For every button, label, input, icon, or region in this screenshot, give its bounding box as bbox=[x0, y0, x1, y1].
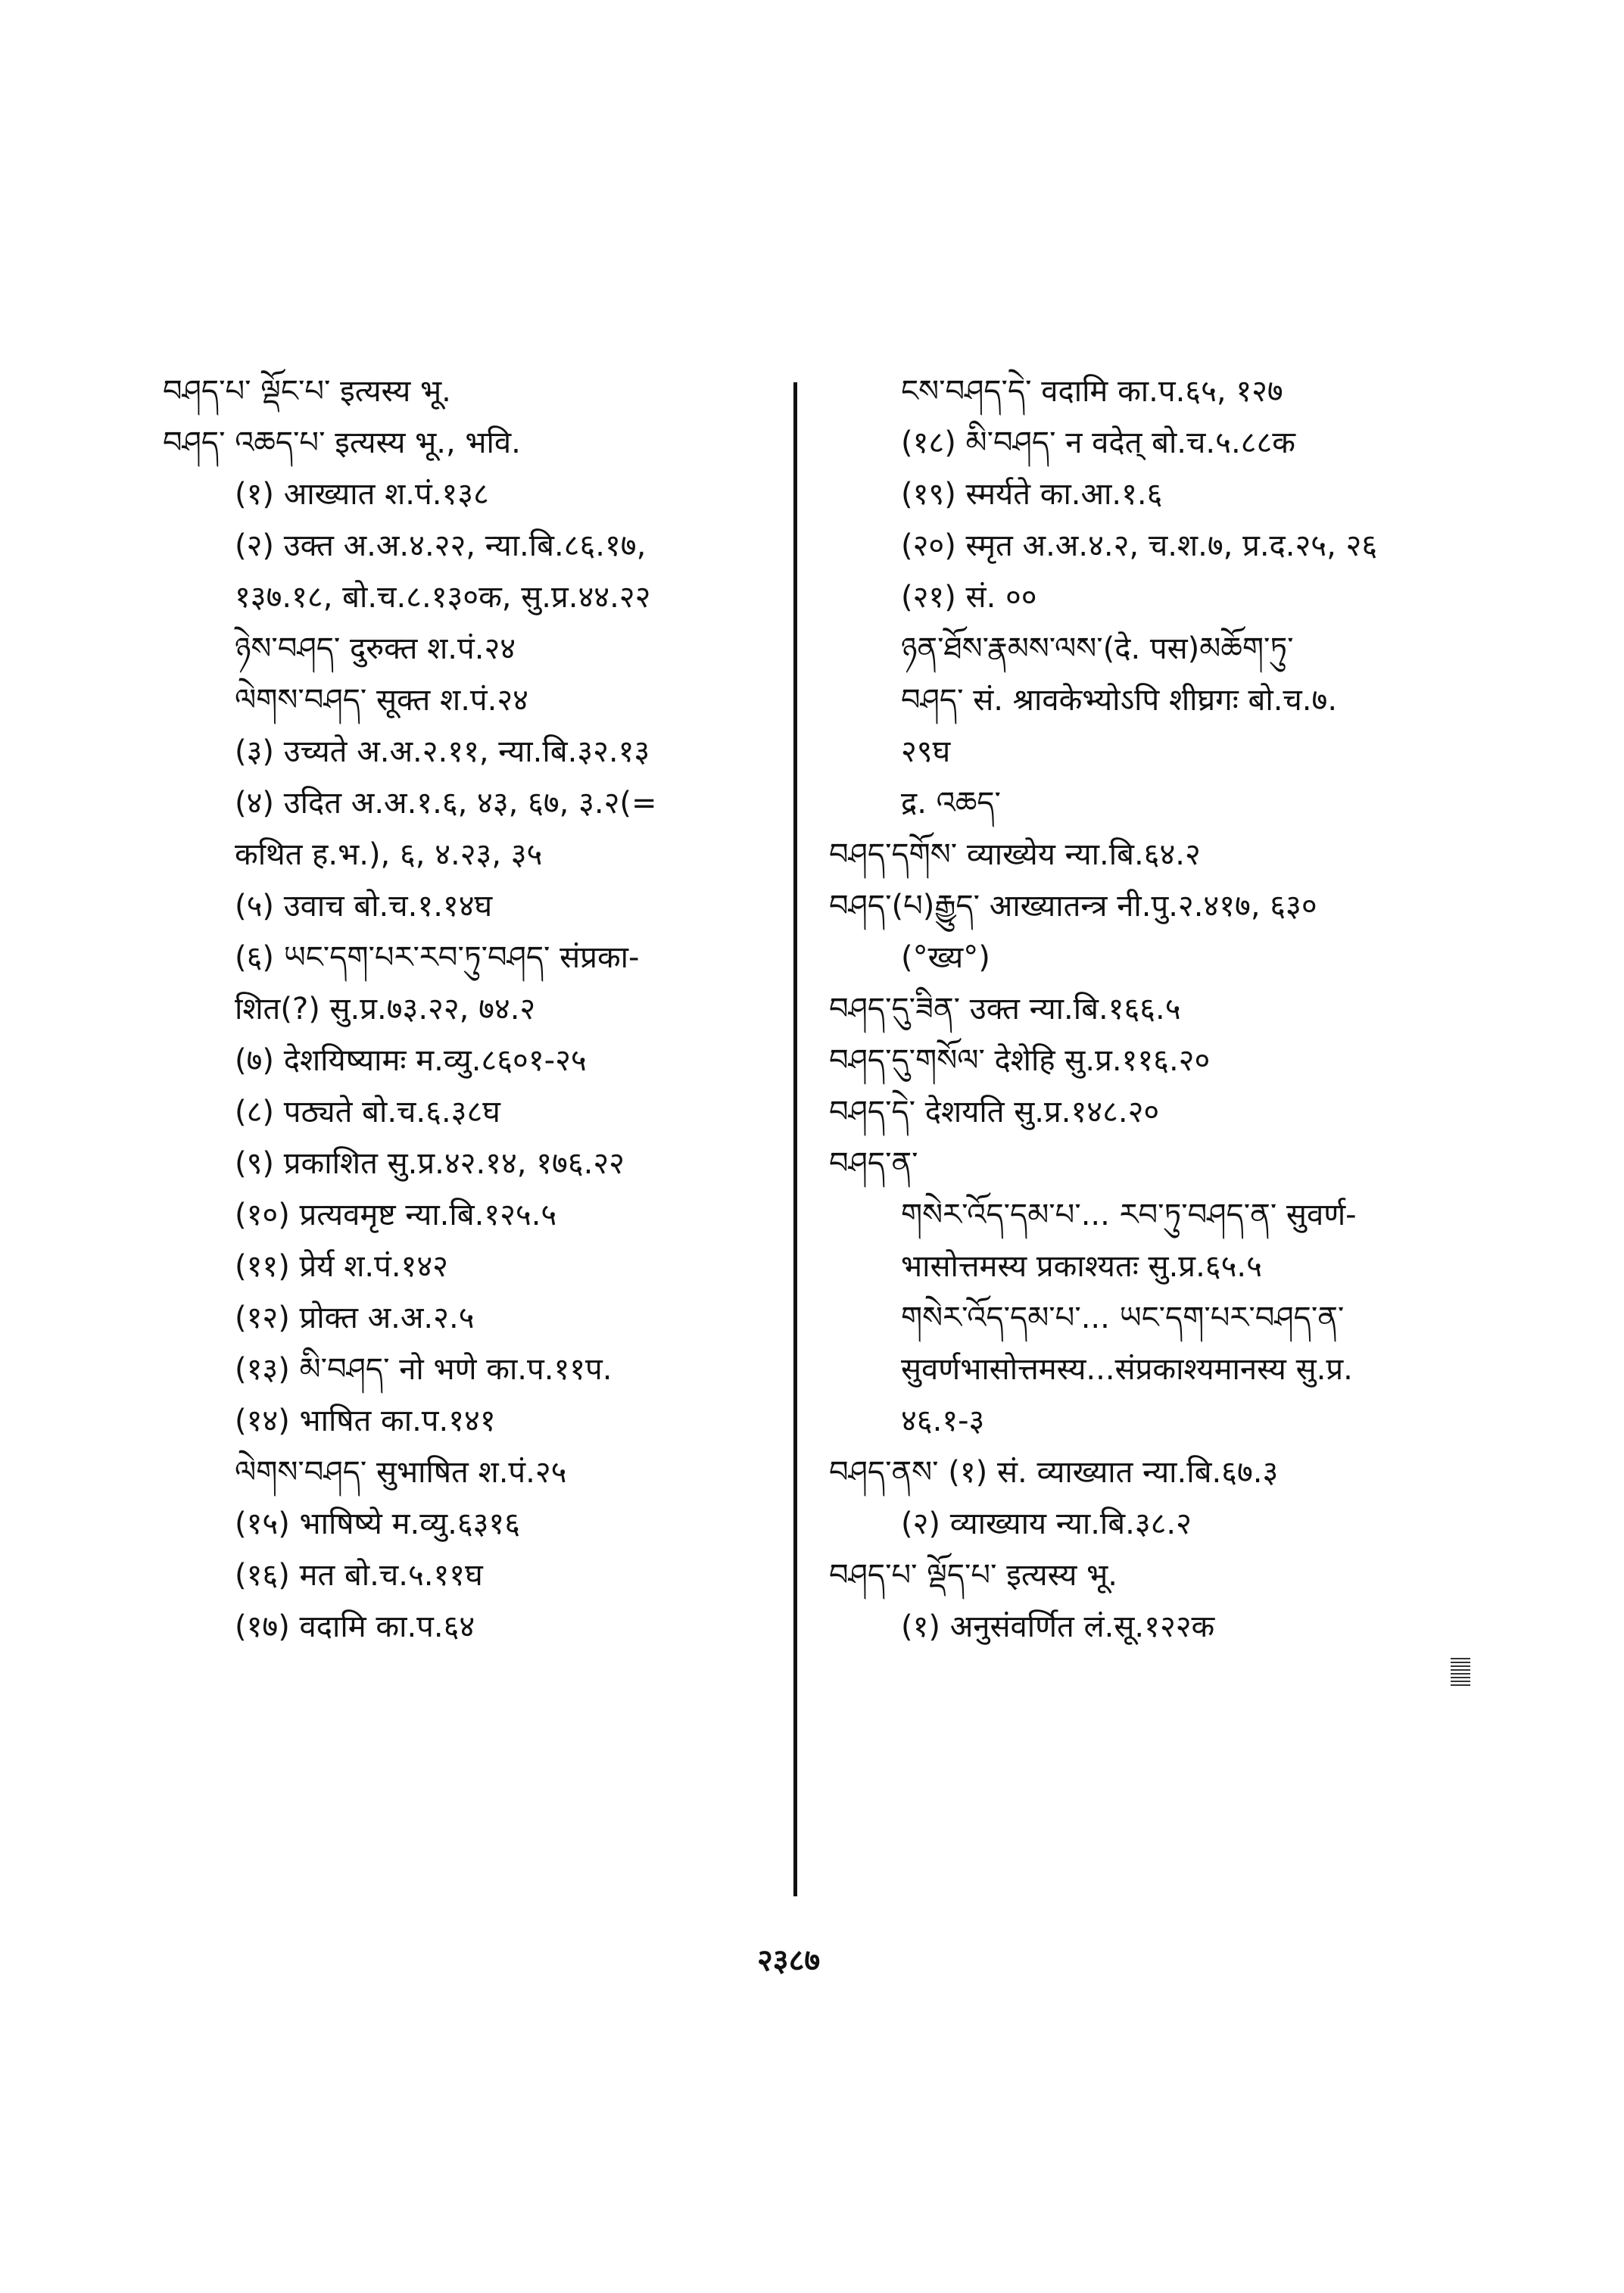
right-column bbox=[829, 371, 1495, 1658]
dictionary-line: བཤད་ནས་ (१) सं. व्याख्यात न्या.बि.६७.३ bbox=[829, 1455, 1279, 1490]
dictionary-line: (२) व्याख्याय न्या.बि.३८.२ bbox=[901, 1506, 1192, 1541]
dictionary-line: कथित ह.भ.), ६, ४.२३, ३५ bbox=[235, 837, 543, 872]
dictionary-line: (७) देशयिष्यामः म.व्यु.८६०१-२५ bbox=[235, 1043, 587, 1078]
dictionary-line: བཤད་ सं. श्रावकेभ्योऽपि शीघ्रगः बो.च.७. bbox=[901, 683, 1338, 718]
dictionary-line: (८) पठ्यते बो.च.६.३८घ bbox=[235, 1095, 500, 1129]
dictionary-line: (१८) མི་བཤད་ न वदेत् बो.च.५.८८क bbox=[901, 425, 1295, 460]
dictionary-line: བཤད་དུ་ཟིན་ उक्त न्या.बि.१६६.५ bbox=[829, 992, 1181, 1027]
dictionary-line: ལེགས་བཤད་ सूक्त श.पं.२४ bbox=[235, 683, 528, 718]
dictionary-line: བཤད་དགོས་ व्याख्येय न्या.बि.६४.२ bbox=[829, 837, 1201, 872]
dictionary-line: (४) उदित अ.अ.१.६, ४३, ६७, ३.२(= bbox=[235, 786, 657, 821]
dictionary-line: द्र. འཆད་ bbox=[901, 786, 1001, 821]
scan-edge-marks bbox=[1451, 1658, 1470, 1688]
dictionary-line: བཤད་(པ)རྒྱུད་ आख्यातन्त्र नी.पु.२.४१७, ६३० bbox=[829, 889, 1317, 924]
dictionary-line: (°ख्य°) bbox=[901, 940, 990, 975]
dictionary-line: (६) ཡང་དག་པར་རབ་ཏུ་བཤད་ संप्रका- bbox=[235, 940, 640, 975]
dictionary-line: सुवर्णभासोत्तमस्य...संप्रकाश्यमानस्य सु.प्र. bbox=[901, 1352, 1353, 1387]
dictionary-line: शित(?) सु.प्र.७३.२२, ७४.२ bbox=[235, 992, 536, 1027]
dictionary-line: བཤད་པ་ ལྡོང་པ་ इत्यस्य भू. bbox=[163, 374, 451, 409]
dictionary-line: བཤད་ན་ bbox=[829, 1146, 918, 1181]
dictionary-line: ཉེས་བཤད་ दुरुक्त श.पं.२४ bbox=[235, 631, 516, 666]
column-divider bbox=[793, 382, 797, 1896]
dictionary-line: (३) उच्यते अ.अ.२.११, न्या.बि.३२.१३ bbox=[235, 734, 650, 769]
dictionary-line: བཤད་དེ་ देशयति सु.प्र.१४८.२० bbox=[829, 1095, 1160, 1129]
dictionary-line: གསེར་འོད་དམ་པ་... ཡང་དག་པར་བཤད་ན་ bbox=[901, 1301, 1345, 1335]
dictionary-line: (१७) वदामि का.प.६४ bbox=[235, 1609, 475, 1644]
dictionary-line: (२०) स्मृत अ.अ.४.२, च.श.७, प्र.द.२५, २६ bbox=[901, 528, 1378, 563]
dictionary-line: བཤད་དུ་གསོལ་ देशेहि सु.प्र.११६.२० bbox=[829, 1043, 1211, 1078]
dictionary-line: ངས་བཤད་དེ་ वदामि का.प.६५, १२७ bbox=[901, 374, 1283, 409]
dictionary-line: ४६.१-३ bbox=[901, 1404, 985, 1438]
dictionary-line: भासोत्तमस्य प्रकाश्यतः सु.प्र.६५.५ bbox=[901, 1249, 1262, 1284]
dictionary-line: (२) उक्त अ.अ.४.२२, न्या.बि.८६.१७, bbox=[235, 528, 647, 563]
dictionary-line: (९) प्रकाशित सु.प्र.४२.१४, १७६.२२ bbox=[235, 1146, 625, 1181]
dictionary-line: (१५) भाषिष्ये म.व्यु.६३१६ bbox=[235, 1506, 521, 1541]
dictionary-line: (१) आख्यात श.पं.१३८ bbox=[235, 477, 489, 512]
dictionary-line: (१४) भाषित का.प.१४१ bbox=[235, 1404, 496, 1438]
dictionary-line: (१०) प्रत्यवमृष्ट न्या.बि.१२५.५ bbox=[235, 1198, 557, 1232]
dictionary-line: ལེགས་བཤད་ सुभाषित श.पं.२५ bbox=[235, 1455, 567, 1490]
dictionary-line: (५) उवाच बो.च.१.१४घ bbox=[235, 889, 493, 924]
left-column bbox=[163, 371, 844, 1658]
dictionary-line: (१२) प्रोक्त अ.अ.२.५ bbox=[235, 1301, 475, 1335]
dictionary-line: (१३) མི་བཤད་ नो भणे का.प.११प. bbox=[235, 1352, 613, 1387]
dictionary-line: (११) प्रेर्य श.पं.१४२ bbox=[235, 1249, 448, 1284]
dictionary-line: (१) अनुसंवर्णित लं.सू.१२२क bbox=[901, 1609, 1215, 1644]
dictionary-line: བཤད་པ་ ལྡོད་པ་ इत्यस्य भू. bbox=[829, 1558, 1117, 1593]
page-number: २३८७ bbox=[757, 1943, 821, 1978]
dictionary-line: (१९) स्मर्यते का.आ.१.६ bbox=[901, 477, 1163, 512]
dictionary-line: (१६) मत बो.च.५.११घ bbox=[235, 1558, 483, 1593]
dictionary-line: १३७.१८, बो.च.८.१३०क, सु.प्र.४४.२२ bbox=[235, 580, 651, 615]
dictionary-line: २९घ bbox=[901, 734, 951, 769]
dictionary-line: གསེར་འོད་དམ་པ་... རབ་ཏུ་བཤད་ན་ सुवर्ण- bbox=[901, 1198, 1357, 1232]
dictionary-line: བཤད་ འཆད་པ་ इत्यस्य भू., भवि. bbox=[163, 425, 521, 460]
dictionary-line: (२१) सं. ०० bbox=[901, 580, 1037, 615]
dictionary-line: ཉན་ཐོས་རྣམས་ལས་(दे. पस)མཆོག་ཏུ་ bbox=[901, 631, 1294, 666]
